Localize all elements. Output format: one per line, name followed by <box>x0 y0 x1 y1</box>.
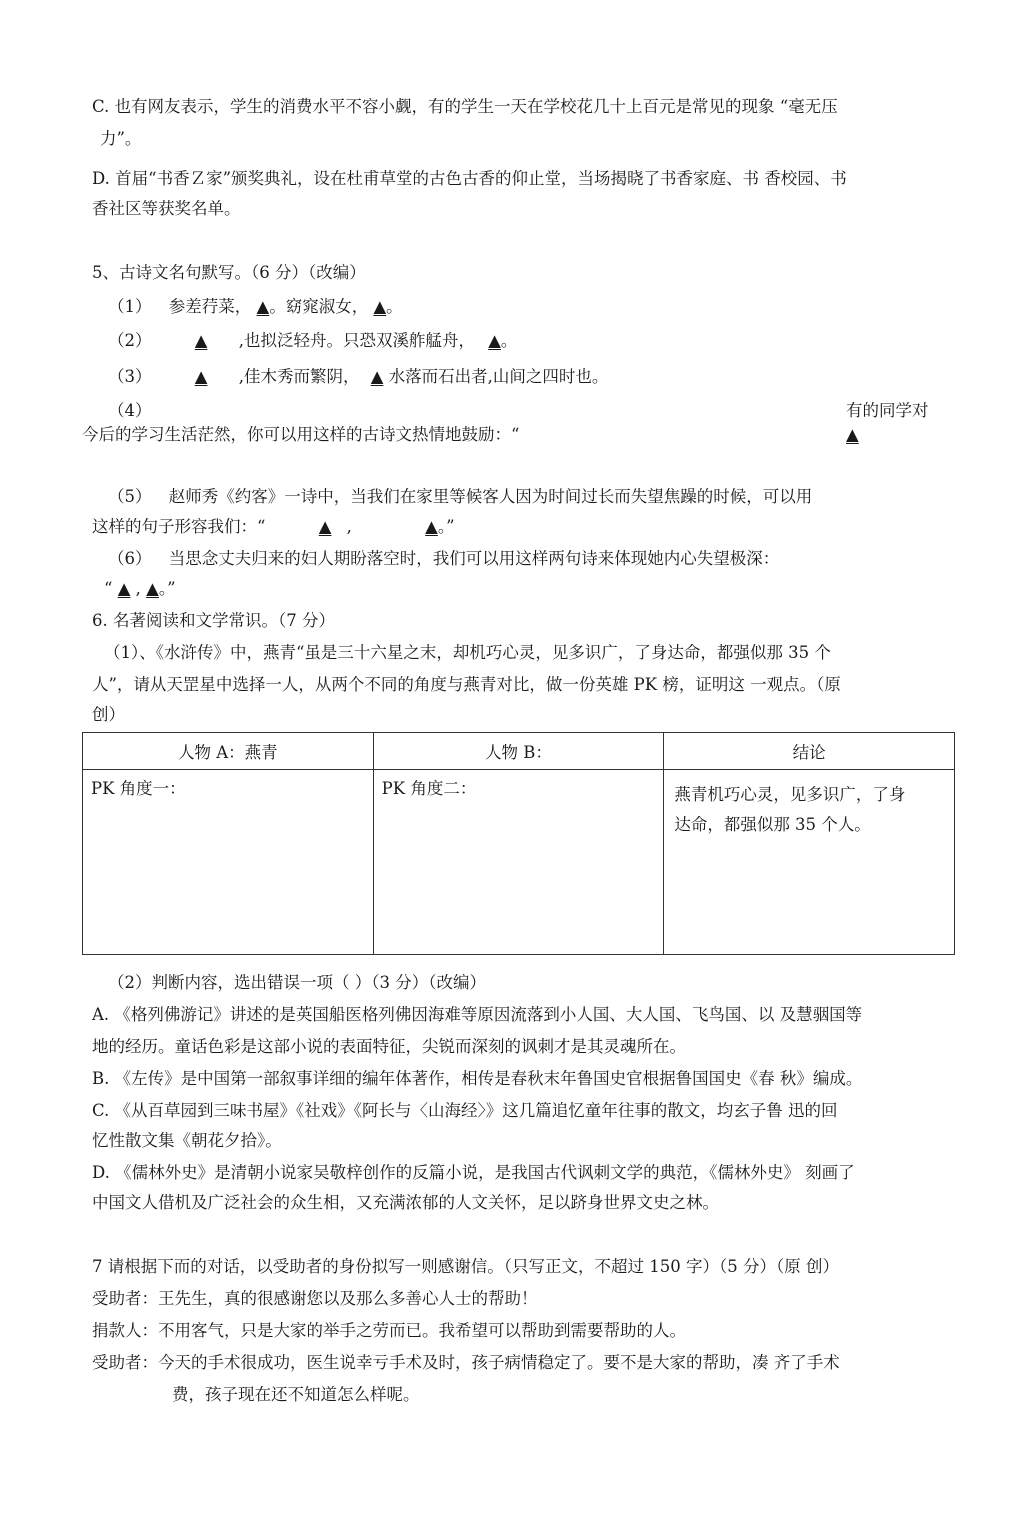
conclusion-line2: 达命，都强似那 35 个人。 <box>674 815 871 834</box>
blank-triangle-icon: ▲ <box>846 425 859 444</box>
q4-option-c-line2: 力”。 <box>100 129 142 148</box>
q6-option-c-line2: 忆性散文集《朝花夕拾》。 <box>92 1131 282 1150</box>
q4-option-d-line2: 香社区等获奖名单。 <box>92 199 241 218</box>
blank-triangle-icon: ▲ <box>370 367 384 386</box>
prompt-text: ,也拟泛轻舟。只恐双溪舴艋舟， <box>238 331 475 350</box>
q6-option-a-line2: 地的经历。童话色彩是这部小说的表面特征，尖锐而深刻的讽刺才是其灵魂所在。 <box>92 1037 686 1056</box>
q5-item1 <box>108 296 403 318</box>
q5-item4-line2: 今后的学习生活茫然，你可以用这样的古诗文热情地鼓励：“ <box>82 425 520 444</box>
blank-triangle-icon: ▲ <box>318 517 332 536</box>
prompt-text: 参差荇菜， <box>168 297 252 316</box>
q5-item4-right-text: 有的同学对 <box>846 401 929 420</box>
q5-title: 5、古诗文名句默写。（6 分）（改编） <box>92 263 366 282</box>
q6-part2-title: （2）判断内容，选出错误一项（ ）（3 分）（改编） <box>108 973 486 992</box>
prompt-text: “ <box>104 579 113 598</box>
blank-triangle-icon: ▲ <box>373 297 387 316</box>
prompt-text: 水落而石出者,山间之四时也。 <box>388 367 609 386</box>
q5-item6-line2 <box>104 578 176 600</box>
item-number: （5） <box>108 487 152 506</box>
q7-dialogue-3-line2: 费，孩子现在还不知道怎么样呢。 <box>172 1385 420 1404</box>
q6-part1-line2: 人”，请从天罡星中选择一人，从两个不同的角度与燕青对比，做一份英雄 PK 榜，证明这 一观点。（原 <box>92 675 841 694</box>
q6-option-d-line1: D. 《儒林外史》是清朝小说家吴敬梓创作的反篇小说，是我国古代讽刺文学的典范，《儒林外史》 刻画了 <box>92 1163 855 1182</box>
q6-option-a-line1: A. 《格列佛游记》讲述的是英国船医格列佛因海难等原因流落到小人国、大人国、飞鸟国、以 及慧骃国等 <box>92 1005 863 1024</box>
q4-option-d-line1: D. 首届“书香Ｚ家”颁奖典礼，设在杜甫草堂的古色古香的仰止堂，当场揭晓了书香家庭、书 香校园、书 <box>92 169 847 188</box>
item-number: （2） <box>108 331 152 350</box>
blank-triangle-icon: ▲ <box>117 579 131 598</box>
conclusion-line1: 燕青机巧心灵，见多识广，了身 <box>674 785 906 804</box>
item-number: （6） <box>108 549 152 568</box>
prompt-text: 。” <box>437 517 455 536</box>
prompt-text: 。” <box>158 579 176 598</box>
q7-title: 7 请根据下而的对话，以受助者的身份拟写一则感谢信。（只写正文，不超过 150 字）（5 分）（原 创） <box>92 1257 839 1276</box>
q5-item4-blank <box>846 424 859 446</box>
q5-item2 <box>108 330 517 352</box>
q5-item6-line1 <box>108 548 779 570</box>
q6-title: 6. 名著阅读和文学常识。（7 分） <box>92 611 335 630</box>
table-header-person-b: 人物 B： <box>373 733 664 770</box>
separator: , <box>135 579 141 598</box>
conclusion-cell <box>664 770 955 955</box>
blank-triangle-icon: ▲ <box>256 297 270 316</box>
q4-option-c-line1: C. 也有网友表示，学生的消费水平不容小觑，有的学生一天在学校花几十上百元是常见的现象 “毫无压 <box>92 97 838 116</box>
blank-triangle-icon: ▲ <box>488 331 501 350</box>
prompt-text: 。 <box>386 297 403 316</box>
q6-option-b: B. 《左传》是中国第一部叙事详细的编年体著作，相传是春秋末年鲁国史官根据鲁国国史《春 秋》编成。 <box>92 1069 863 1088</box>
hero-pk-table <box>82 732 955 955</box>
prompt-text: 赵师秀《约客》一诗中，当我们在家里等候客人因为时间过长而失望焦躁的时候，可以用 <box>168 487 813 506</box>
table-header-person-a: 人物 A：燕青 <box>83 733 374 770</box>
prompt-text: 。 <box>500 331 518 350</box>
q7-dialogue-3-line1: 受助者：今天的手术很成功，医生说幸亏手术及时，孩子病情稳定了。要不是大家的帮助，凑 齐了手术 <box>92 1353 840 1372</box>
item-number: （3） <box>108 367 152 386</box>
table-row <box>83 770 955 955</box>
q5-item3 <box>108 366 608 388</box>
pk-angle-one-cell[interactable]: PK 角度一： <box>83 770 374 955</box>
q6-part1-line3: 创） <box>92 705 125 724</box>
blank-triangle-icon: ▲ <box>194 367 208 386</box>
table-header-conclusion: 结论 <box>664 733 955 770</box>
q5-item5-line1 <box>108 486 812 508</box>
prompt-text: 。窈窕淑女， <box>269 297 369 316</box>
blank-triangle-icon: ▲ <box>425 517 438 536</box>
q6-option-d-line2: 中国文人借机及广泛社会的众生相，又充满浓郁的人文关怀，足以跻身世界文史之林。 <box>92 1193 719 1212</box>
q5-item5-line2 <box>92 516 455 538</box>
prompt-text: ,佳木秀而繁阴， <box>238 367 360 386</box>
blank-triangle-icon: ▲ <box>146 579 159 598</box>
separator: , <box>346 517 352 536</box>
table-header-row <box>83 733 955 770</box>
q7-dialogue-1: 受助者：王先生，真的很感谢您以及那么多善心人士的帮助！ <box>92 1289 538 1308</box>
q5-item4-number: （4） <box>108 401 152 420</box>
item-number: （1） <box>108 297 152 316</box>
q6-part1-line1: （1）、《水浒传》中，燕青“虽是三十六星之末，却机巧心灵，见多识广，了身达命，都强似那 35 个 <box>104 643 831 662</box>
q6-option-c-line1: C. 《从百草园到三味书屋》《社戏》《阿长与〈山海经〉》这几篇追忆童年往事的散文，均玄子鲁 迅的回 <box>92 1101 838 1120</box>
q7-dialogue-2: 捐款人：不用客气，只是大家的举手之劳而已。我希望可以帮助到需要帮助的人。 <box>92 1321 686 1340</box>
prompt-text: 这样的句子形容我们：“ <box>92 517 266 536</box>
blank-triangle-icon: ▲ <box>194 331 208 350</box>
prompt-text: 当思念丈夫归来的妇人期盼落空时，我们可以用这样两句诗来体现她内心失望极深： <box>168 549 780 568</box>
pk-angle-two-cell[interactable]: PK 角度二： <box>373 770 664 955</box>
